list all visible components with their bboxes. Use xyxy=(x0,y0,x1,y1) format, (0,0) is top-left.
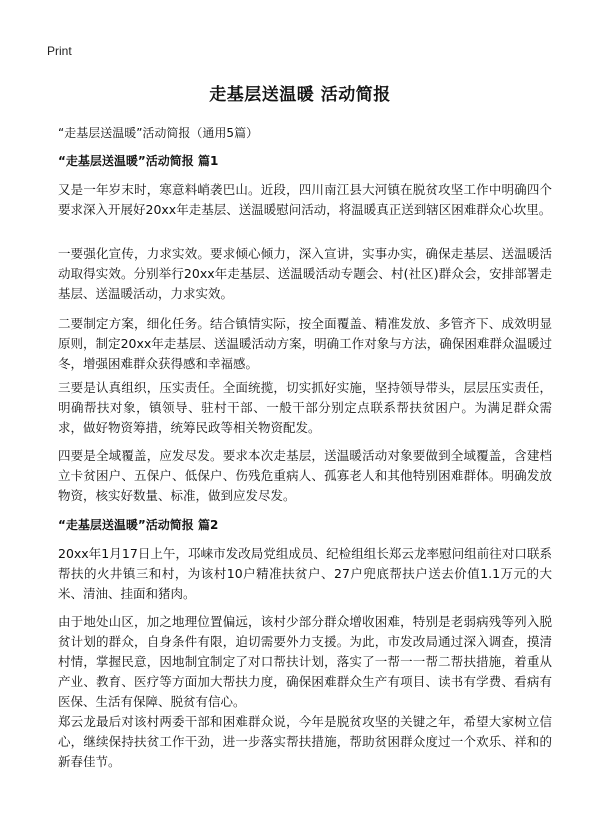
paragraph: 二要制定方案，细化任务。结合镇情实际，按全面覆盖、精准发放、多管齐下、成效明显原则，制定20xx年走基层、送温暖活动方案，明确工作对象与方法，确保困难群众温暖过冬，增强困难群众获得感和幸福感。 xyxy=(58,316,552,371)
document-subtitle: “走基层送温暖”活动简报（通用5篇） xyxy=(58,126,259,140)
paragraph: 20xx年1月17日上午，邛崃市发改局党组成员、纪检组组长郑云龙率慰问组前往对口联系帮扶的火井镇三和村，为该村10户精准扶贫户、27户兜底帮扶户送去价值1.1万元的大米、清油、挂面和猪肉。 xyxy=(58,546,552,601)
section-heading-1: “走基层送温暖”活动简报 篇1 xyxy=(58,154,219,168)
paragraph: 郑云龙最后对该村两委干部和困难群众说，今年是脱贫攻坚的关键之年，希望大家树立信心，继续保持扶贫工作干劲，进一步落实帮扶措施，帮助贫困群众度过一个欢乐、祥和的新春佳节。 xyxy=(58,714,552,769)
paragraph: 三要是认真组织，压实责任。全面统揽，切实抓好实施，坚持领导带头，层层压实责任，明确帮扶对象，镇领导、驻村干部、一般干部分别定点联系帮扶贫困户。为满足群众需求，做好物资筹措，统筹民政等相关物资配发。 xyxy=(58,380,552,435)
paragraph: 一要强化宣传，力求实效。要求倾心倾力，深入宣讲，实事办实，确保走基层、送温暖活动取得实效。分别举行20xx年走基层、送温暖活动专题会、村(社区)群众会，安排部署走基层、送温暖活动，力求实效。 xyxy=(58,246,552,301)
paragraph: 由于地处山区，加之地理位置偏远，该村少部分群众增收困难，特别是老弱病残等列入脱贫计划的群众，自身条件有限，迫切需要外力支援。为此，市发改局通过深入调查，摸清村情，掌握民意，因地制宜制定了对口帮扶计划，落实了一帮一一帮二帮扶措施，着重从产业、教育、医疗等方面加大帮扶力度，确保困难群众生产有项目、读书有学费、看病有医保、生活有保障、脱贫有信心。 xyxy=(58,614,552,709)
paragraph: 四要是全域覆盖，应发尽发。要求本次走基层，送温暖活动对象要做到全域覆盖，含建档立卡贫困户、五保户、低保户、伤残危重病人、孤寡老人和其他特别困难群体。明确发放物资，核实好数量、标准，做到应发尽发。 xyxy=(58,448,552,503)
page-title: 走基层送温暖 活动简报 xyxy=(209,85,391,105)
paragraph: 又是一年岁末时，寒意料峭袭巴山。近段，四川南江县大河镇在脱贫攻坚工作中明确四个要求深入开展好20xx年走基层、送温暖慰问活动，将温暖真正送到辖区困难群众心坎里。 xyxy=(58,182,552,217)
print-label: Print xyxy=(47,44,72,58)
section-heading-2: “走基层送温暖”活动简报 篇2 xyxy=(58,518,219,532)
